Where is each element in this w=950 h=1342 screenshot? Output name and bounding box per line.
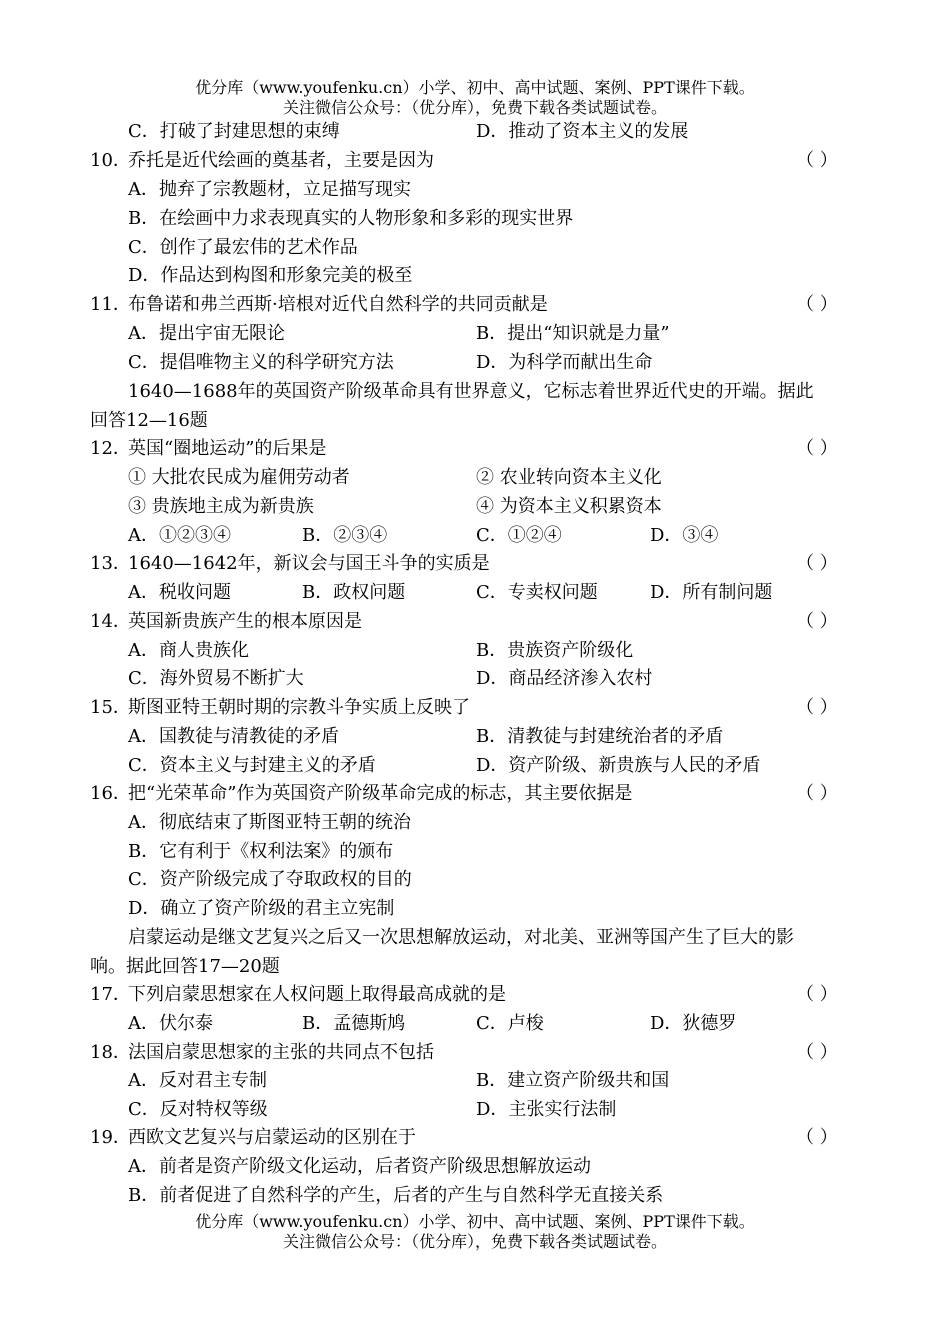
q12-stem: 英国“圈地运动”的后果是 xyxy=(128,438,327,459)
q16-option-d: D．确立了资产阶级的君主立宪制 xyxy=(128,898,395,919)
q13-option-c: C．专卖权问题 xyxy=(476,582,598,603)
q17-stem-row xyxy=(0,981,950,1009)
header-line-1: 优分库（www.youfenku.cn）小学、初中、高中试题、案例、PPT课件下载。 xyxy=(195,78,755,97)
q13-stem-row xyxy=(0,550,950,578)
q15-option-d: D．资产阶级、新贵族与人民的矛盾 xyxy=(476,755,761,776)
q16-stem-row xyxy=(0,780,950,808)
q13-option-b: B．政权问题 xyxy=(302,582,406,603)
q10-stem: 乔托是近代绘画的奠基者，主要是因为 xyxy=(128,150,434,171)
q18-option-b: B．建立资产阶级共和国 xyxy=(476,1070,670,1091)
q11-option-b: B．提出“知识就是力量” xyxy=(476,323,670,344)
q10-number: 10． xyxy=(90,150,131,171)
q16-option-b: B．它有利于《权利法案》的颁布 xyxy=(128,841,394,862)
q11-answer-blank: （ ） xyxy=(796,294,838,315)
q18-stem-row xyxy=(0,1039,950,1067)
q13-option-d: D．所有制问题 xyxy=(650,582,773,603)
q19-stem: 西欧文艺复兴与启蒙运动的区别在于 xyxy=(128,1127,416,1148)
header-line-2: 关注微信公众号：（优分库），免费下载各类试题试卷。 xyxy=(282,98,667,117)
q14-option-c: C．海外贸易不断扩大 xyxy=(128,668,304,689)
q10-option-b: B．在绘画中力求表现真实的人物形象和多彩的现实世界 xyxy=(128,208,574,229)
q17-option-b: B．孟德斯鸠 xyxy=(302,1013,406,1034)
q12-option-b: B．②③④ xyxy=(302,525,388,546)
q11-option-d: D．为科学而献出生命 xyxy=(476,352,653,373)
q16-answer-blank: （ ） xyxy=(796,783,838,804)
q18-option-d: D．主张实行法制 xyxy=(476,1099,617,1120)
q14-number: 14． xyxy=(90,611,131,632)
q16-number: 16． xyxy=(90,783,131,804)
q15-option-a: A．国教徒与清教徒的矛盾 xyxy=(128,726,339,747)
footer-line-2: 关注微信公众号：（优分库），免费下载各类试题试卷。 xyxy=(282,1232,667,1251)
q17-option-a: A．伏尔泰 xyxy=(128,1013,213,1034)
q19-number: 19． xyxy=(90,1127,131,1148)
q10-option-d: D．作品达到构图和形象完美的极至 xyxy=(128,265,413,286)
intro-17-20-line-2: 响。据此回答17—20题 xyxy=(90,956,280,977)
header-banner xyxy=(0,78,950,118)
intro-12-16-line-2: 回答12—16题 xyxy=(90,410,208,431)
q14-option-d: D．商品经济渗入农村 xyxy=(476,668,653,689)
q15-number: 15． xyxy=(90,697,131,718)
q17-answer-blank: （ ） xyxy=(796,984,838,1005)
q19-stem-row xyxy=(0,1124,950,1152)
q17-option-d: D．狄德罗 xyxy=(650,1013,737,1034)
footer-banner xyxy=(0,1212,950,1252)
q10-answer-blank: （ ） xyxy=(796,150,838,171)
q10-option-c: C．创作了最宏伟的艺术作品 xyxy=(128,237,358,258)
q14-option-a: A．商人贵族化 xyxy=(128,640,249,661)
q10-stem-row xyxy=(0,147,950,175)
q14-stem: 英国新贵族产生的根本原因是 xyxy=(128,611,362,632)
q15-option-c: C．资本主义与封建主义的矛盾 xyxy=(128,755,376,776)
q17-option-c: C．卢梭 xyxy=(476,1013,544,1034)
q19-answer-blank: （ ） xyxy=(796,1127,838,1148)
q19-option-a: A．前者是资产阶级文化运动，后者资产阶级思想解放运动 xyxy=(128,1156,591,1177)
q12-option-d: D．③④ xyxy=(650,525,719,546)
intro-12-16-line-1: 1640—1688年的英国资产阶级革命具有世界意义，它标志着世界近代史的开端。据此 xyxy=(128,381,814,402)
q12-item-4: ④ 为资本主义积累资本 xyxy=(476,496,662,517)
q18-number: 18． xyxy=(90,1042,131,1063)
q12-item-1: ① 大批农民成为雇佣劳动者 xyxy=(128,467,350,488)
q11-number: 11． xyxy=(90,294,131,315)
q15-stem: 斯图亚特王朝时期的宗教斗争实质上反映了 xyxy=(128,697,470,718)
q14-answer-blank: （ ） xyxy=(796,611,838,632)
q17-stem: 下列启蒙思想家在人权问题上取得最高成就的是 xyxy=(128,984,506,1005)
q15-option-b: B．清教徒与封建统治者的矛盾 xyxy=(476,726,724,747)
q18-stem: 法国启蒙思想家的主张的共同点不包括 xyxy=(128,1042,434,1063)
q10-option-a: A．抛弃了宗教题材，立足描写现实 xyxy=(128,179,411,200)
q17-number: 17． xyxy=(90,984,131,1005)
q18-answer-blank: （ ） xyxy=(796,1042,838,1063)
q11-option-c: C．提倡唯物主义的科学研究方法 xyxy=(128,352,394,373)
q12-number: 12． xyxy=(90,438,131,459)
q14-stem-row xyxy=(0,608,950,636)
q16-option-a: A．彻底结束了斯图亚特王朝的统治 xyxy=(128,812,411,833)
q13-number: 13． xyxy=(90,553,131,574)
footer-line-1: 优分库（www.youfenku.cn）小学、初中、高中试题、案例、PPT课件下载。 xyxy=(195,1212,755,1231)
q15-stem-row xyxy=(0,694,950,722)
q13-answer-blank: （ ） xyxy=(796,553,838,574)
q12-stem-row xyxy=(0,435,950,463)
q16-stem: 把“光荣革命”作为英国资产阶级革命完成的标志，其主要依据是 xyxy=(128,783,633,804)
q13-stem: 1640—1642年，新议会与国王斗争的实质是 xyxy=(128,553,490,574)
intro-17-20-line-1: 启蒙运动是继文艺复兴之后又一次思想解放运动，对北美、亚洲等国产生了巨大的影 xyxy=(128,927,794,948)
q11-stem: 布鲁诺和弗兰西斯·培根对近代自然科学的共同贡献是 xyxy=(128,294,548,315)
q9-options-row xyxy=(0,118,950,146)
q14-option-b: B．贵族资产阶级化 xyxy=(476,640,634,661)
q9-option-d: D．推动了资本主义的发展 xyxy=(476,121,689,142)
q11-option-a: A．提出宇宙无限论 xyxy=(128,323,285,344)
q11-stem-row xyxy=(0,291,950,319)
q18-option-c: C．反对特权等级 xyxy=(128,1099,268,1120)
q12-answer-blank: （ ） xyxy=(796,438,838,459)
q12-option-a: A．①②③④ xyxy=(128,525,231,546)
q18-option-a: A．反对君主专制 xyxy=(128,1070,267,1091)
q12-item-3: ③ 贵族地主成为新贵族 xyxy=(128,496,314,517)
q15-answer-blank: （ ） xyxy=(796,697,838,718)
q19-option-b: B．前者促进了自然科学的产生，后者的产生与自然科学无直接关系 xyxy=(128,1185,664,1206)
q12-item-2: ② 农业转向资本主义化 xyxy=(476,467,662,488)
q13-option-a: A．税收问题 xyxy=(128,582,231,603)
q12-option-c: C．①②④ xyxy=(476,525,562,546)
q9-option-c: C．打破了封建思想的束缚 xyxy=(128,121,340,142)
q16-option-c: C．资产阶级完成了夺取政权的目的 xyxy=(128,869,412,890)
